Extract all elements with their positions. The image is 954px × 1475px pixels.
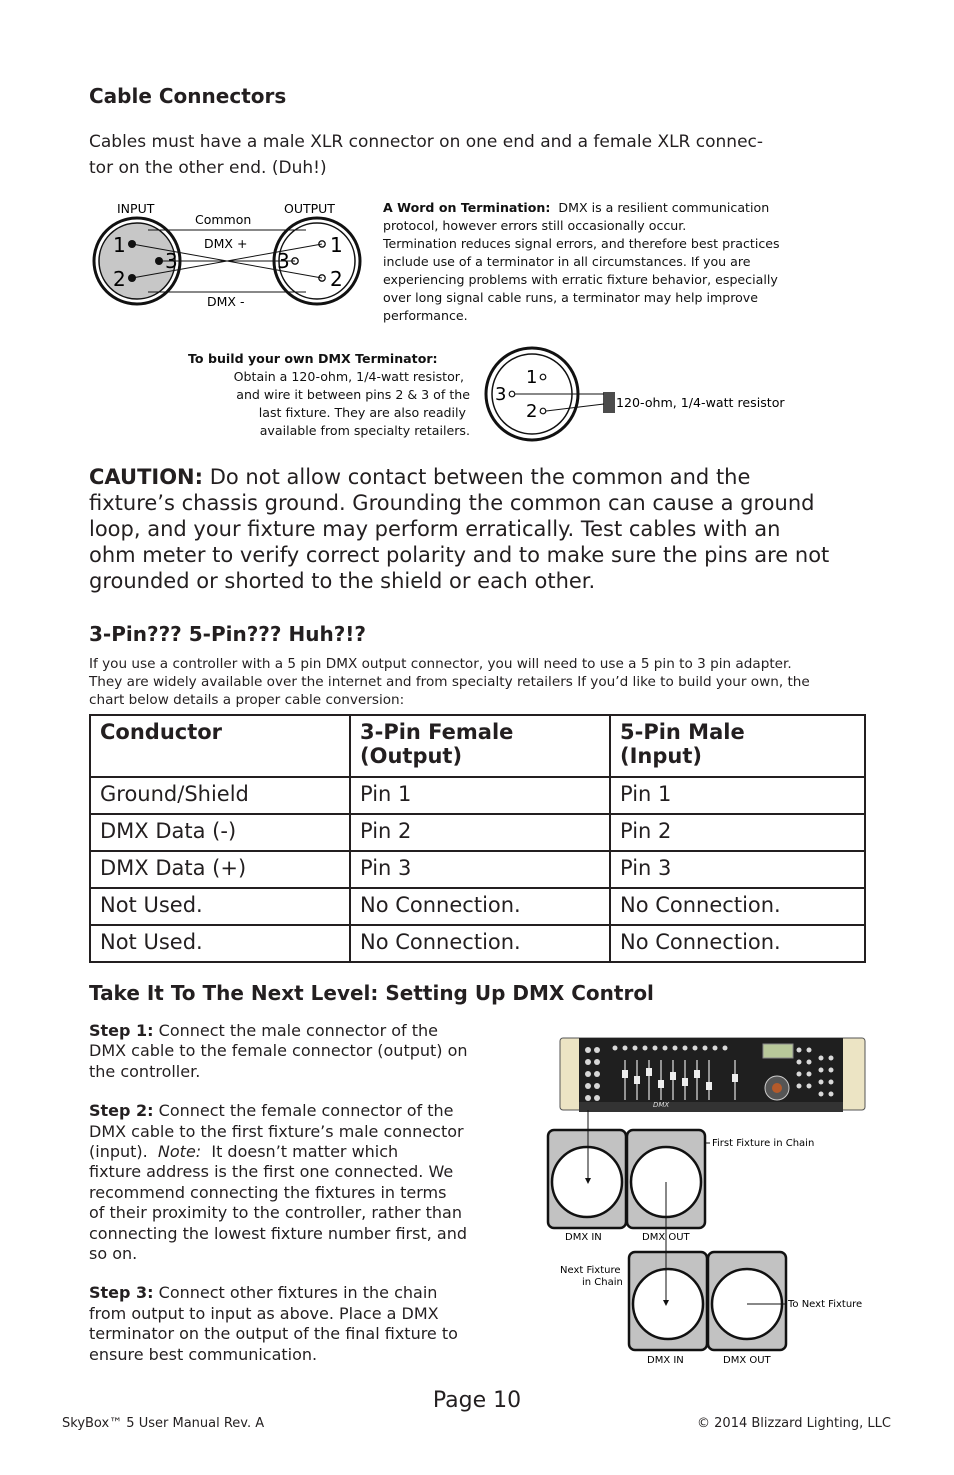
step-text: fixture address is the first one connected. We [89,1162,454,1182]
termination-title: A Word on Termination: [383,200,551,215]
output-pin-1-label: 1 [330,233,343,257]
output-pin-3-label: 3 [277,249,290,273]
page-number: Page 10 [432,1388,522,1413]
table-row [90,777,865,814]
output-label: OUTPUT [284,201,335,216]
input-pin-3-label: 3 [165,249,178,273]
table-cell: Pin 2 [610,814,865,851]
dmx-controller-image [560,1038,865,1112]
termination-line: Termination reduces signal errors, and therefore best practices [383,236,780,251]
termination-line: protocol, however errors still occasionally occur. [383,218,687,233]
termination-line: performance. [383,308,468,323]
pin-conversion-line: They are widely available over the internet and from specialty retailers If you’d like to build your own, the [89,674,810,690]
terminator-pin-1 [540,374,546,380]
table-cell: Pin 3 [610,851,865,888]
first-fixture-label: First Fixture in Chain [712,1138,815,1149]
dmx-out-label: DMX OUT [642,1232,690,1243]
dmx-in-label: DMX IN [565,1232,602,1243]
input-pin-1-label: 1 [113,233,126,257]
table-cell: No Connection. [350,888,610,925]
pin-conversion-line: If you use a controller with a 5 pin DMX output connector, you will need to use a 5 pin to 3 pin adapter. [89,656,792,672]
caution-line: grounded or shorted to the shield or each other. [89,569,596,593]
caution-line: fixture’s chassis ground. Grounding the common can cause a ground [89,491,815,515]
table-row [90,925,865,962]
intro-text [89,129,763,181]
terminator-pin-2-label: 2 [526,401,538,422]
controller-logo: DMX [653,1101,670,1109]
step-3 [89,1283,499,1365]
terminator-build-line: Obtain a 120-ohm, 1/4-watt resistor, [233,369,464,384]
table-cell: Not Used. [90,888,350,925]
table-header-cell: 3-Pin Female (Output) [350,715,610,777]
caution-line: Do not allow contact between the common and the [209,465,751,489]
step-text: terminator on the output of the final fixture to [89,1324,458,1344]
table-cell: DMX Data (+) [90,851,350,888]
termination-line: experiencing problems with erratic fixture behavior, especially [383,272,778,287]
common-label: Common [195,212,252,227]
table-cell: No Connection. [350,925,610,962]
step-text: Connect the female connector of the [158,1101,454,1121]
pin-conversion-table [89,714,866,963]
table-row [90,851,865,888]
step-3-label: Step 3: [89,1283,154,1303]
input-pin-2-label: 2 [113,267,126,291]
footer-copyright: © 2014 Blizzard Lighting, LLC [697,1416,891,1431]
terminator-build-line: and wire it between pins 2 & 3 of the [236,387,470,402]
footer-manual-title: SkyBox™ 5 User Manual Rev. A [62,1416,265,1431]
termination-line: over long signal cable runs, a terminator may help improve [383,290,759,305]
dmx-plus-label: DMX + [204,236,248,251]
section-heading-dmx-setup: Take It To The Next Level: Setting Up DMX Control [89,981,654,1005]
caution-line: loop, and your fixture may perform erratically. Test cables with an [89,517,781,541]
intro-line-1: Cables must have a male XLR connector on one end and a female XLR connec- [89,132,764,152]
input-label: INPUT [117,201,155,216]
table-cell: Pin 2 [350,814,610,851]
next-fixture [629,1252,786,1350]
terminator-pin-2 [540,408,546,414]
step-text: the controller. [89,1061,201,1081]
step-2-label: Step 2: [89,1101,154,1121]
first-fixture [548,1130,705,1228]
step-text: It doesn’t matter which [201,1142,399,1162]
dmx-chain-diagram [545,1030,870,1365]
step-text: Connect the male connector of the [158,1021,439,1040]
terminator-build-line: available from specialty retailers. [259,423,470,438]
caution-line: ohm meter to verify correct polarity and to make sure the pins are not [89,543,830,567]
output-pin-2-label: 2 [330,267,343,291]
terminator-pin-3-label: 3 [495,384,507,405]
pin-conversion-intro [89,655,879,709]
termination-line: include use of a terminator in all circumstances. If you are [383,254,751,269]
table-header-cell: 5-Pin Male (Input) [610,715,865,777]
table-row [90,814,865,851]
terminator-build-title: To build your own DMX Terminator: [188,351,438,366]
xlr-wiring-diagram [88,198,378,314]
termination-note [383,199,853,325]
dmx-in-label: DMX IN [647,1355,684,1365]
terminator-build-line: last fixture. They are also readily [258,405,466,420]
step-text: of their proximity to the controller, rather than [89,1203,462,1223]
step-text: recommend connecting the fixtures in terms [89,1182,447,1202]
step-text: DMX cable to the first fixture’s male connector [89,1121,464,1141]
section-heading-pin-conversion: 3-Pin??? 5-Pin??? Huh?!? [89,622,367,646]
step-1 [89,1021,499,1082]
step-text: from output to input as above. Place a DMX [89,1303,439,1323]
next-fixture-label: Next Fixture [560,1265,621,1276]
step-2-note-label: Note: [157,1142,202,1162]
table-cell: Pin 3 [350,851,610,888]
table-cell: DMX Data (-) [90,814,350,851]
step-2 [89,1101,499,1264]
dmx-minus-label: DMX - [207,294,245,309]
terminator-pin-1-label: 1 [526,367,538,388]
to-next-fixture-label: To Next Fixture [788,1299,863,1310]
table-cell: Pin 1 [350,777,610,814]
pin-conversion-line: chart below details a proper cable conversion: [89,692,405,708]
step-text: (input). [89,1142,158,1162]
next-fixture-label: in Chain [582,1277,623,1288]
caution-label: CAUTION: [89,465,204,489]
terminator-diagram [483,345,823,443]
table-cell: Pin 1 [610,777,865,814]
step-text: DMX cable to the female connector (output) on [89,1041,468,1061]
termination-line: DMX is a resilient communication [558,200,770,215]
setup-steps [89,1021,499,1365]
table-row [90,888,865,925]
terminator-pin-3 [509,391,515,397]
next-fixture-dmx-in-port [633,1269,703,1339]
step-text: ensure best communication. [89,1344,318,1364]
table-header-row [90,715,865,777]
resistor-icon [604,392,614,413]
dmx-out-label: DMX OUT [723,1355,771,1365]
table-cell: Not Used. [90,925,350,962]
step-1-label: Step 1: [89,1021,154,1040]
terminator-build-note [188,350,470,440]
intro-line-2: tor on the other end. (Duh!) [89,158,327,178]
step-text: Connect other fixtures in the chain [158,1283,438,1303]
table-cell: No Connection. [610,888,865,925]
step-text: so on. [89,1244,138,1264]
step-text: connecting the lowest fixture number first, and [89,1223,467,1243]
table-header-cell: Conductor [90,715,350,777]
section-heading-cable-connectors: Cable Connectors [89,84,287,108]
table-cell: No Connection. [610,925,865,962]
caution-paragraph [89,464,879,594]
table-cell: Ground/Shield [90,777,350,814]
resistor-label: 120-ohm, 1/4-watt resistor [616,395,785,410]
